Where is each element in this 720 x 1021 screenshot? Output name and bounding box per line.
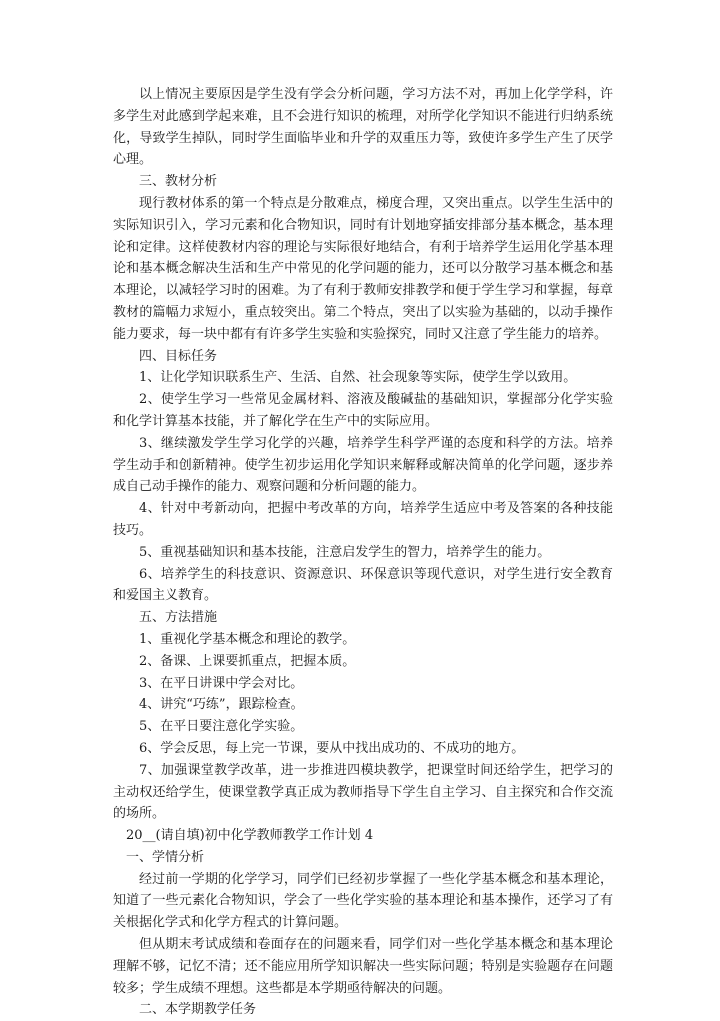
section-heading-student-analysis: 一、学情分析	[126, 849, 205, 865]
measure-item: 2、备课、上课要抓重点，把握本质。	[139, 653, 356, 669]
section-heading-goals: 四、目标任务	[139, 348, 218, 364]
goal-item: 3、继续激发学生学习化学的兴趣，培养学生科学严谨的态度和科学的方法。培养学生动手和创新精神。使学生初步运用化学知识来解释或解决简单的化学问题，逐步养成自己动手操作的能力、观察问题和分析问题的能力。	[113, 435, 613, 495]
goal-item: 5、重视基础知识和基本技能，注意启发学生的智力，培养学生的能力。	[139, 544, 551, 560]
paragraph-learning-issues: 以上情况主要原因是学生没有学会分析问题，学习方法不对，再加上化学学科，许多学生对此感到学起来难，且不会进行知识的梳理，对所学化学知识不能进行归纳系统化，导致学生掉队，同时学生面临毕业和升学的双重压力等，致使许多学生产生了厌学心理。	[113, 87, 613, 168]
goal-item: 2、使学生学习一些常见金属材料、溶液及酸碱盐的基础知识，掌握部分化学实验和化学计算基本技能，并了解化学在生产中的实际应用。	[113, 392, 613, 429]
measure-item: 3、在平日讲课中学会对比。	[139, 675, 304, 691]
measure-item: 4、讲究“巧练”，跟踪检查。	[139, 697, 304, 713]
paragraph-student-analysis-2: 但从期末考试成绩和卷面存在的问题来看，同学们对一些化学基本概念和基本理论理解不够，记忆不清；还不能应用所学知识解决一些实际问题；特别是实验题存在问题较多；学生成绩不理想。这些都是本学期亟待解决的问题。	[113, 937, 613, 996]
measure-item: 6、学会反思，每上完一节课，要从中找出成功的、不成功的地方。	[139, 740, 525, 756]
goal-item: 6、培养学生的科技意识、资源意识、环保意识等现代意识，对学生进行安全教育和爱国主义教育。	[113, 566, 613, 604]
plan-title: 20__(请自填)初中化学教师教学工作计划 4	[126, 828, 374, 844]
section-heading-textbook-analysis: 三、教材分析	[139, 174, 218, 190]
measure-item: 1、重视化学基本概念和理论的教学。	[139, 631, 356, 647]
goal-item: 1、让化学知识联系生产、生活、自然、社会现象等实际，使学生学以致用。	[139, 370, 577, 386]
section-heading-measures: 五、方法措施	[139, 610, 218, 626]
paragraph-student-analysis-1: 经过前一学期的化学学习，同学们已经初步掌握了一些化学基本概念和基本理论，知道了一些元素化合物知识，学会了一些化学实验的基本理论和基本操作，还学习了有关根据化学式和化学方程式的计算问题。	[113, 871, 613, 931]
goal-item: 4、针对中考新动向，把握中考改革的方向，培养学生适应中考及答案的各种技能技巧。	[113, 501, 613, 538]
measure-item: 5、在平日要注意化学实验。	[139, 719, 304, 735]
paragraph-textbook-analysis: 现行教材体系的第一个特点是分散难点，梯度合理，又突出重点。以学生生活中的实际知识引入，学习元素和化合物知识，同时有计划地穿插安排部分基本概念，基本理论和定律。这样使教材内容的理论与实际很好地结合，有利于培养学生运用化学基本理论和基本概念解决生活和生产中常见的化学问题的能力，还可以分散学习基本概念和基本理论，以减轻学习时的困难。为了有利于教师安排教学和便于学生学习和掌握，每章教材的篇幅力求短小，重点较突出。第二个特点，突出了以实验为基础的，以动手操作能力要求，每一块中都有有许多学生实验和实验探究，同时又注意了学生能力的培养。	[113, 195, 613, 342]
measure-item: 7、加强课堂教学改革，进一步推进四模块教学，把课堂时间还给学生，把学习的主动权还给学生，使课堂教学真正成为教师指导下学生自主学习、自主探究和合作交流的场所。	[113, 762, 613, 822]
section-heading-teaching-tasks: 二、本学期教学任务	[139, 1002, 257, 1018]
document-page	[113, 84, 613, 1021]
